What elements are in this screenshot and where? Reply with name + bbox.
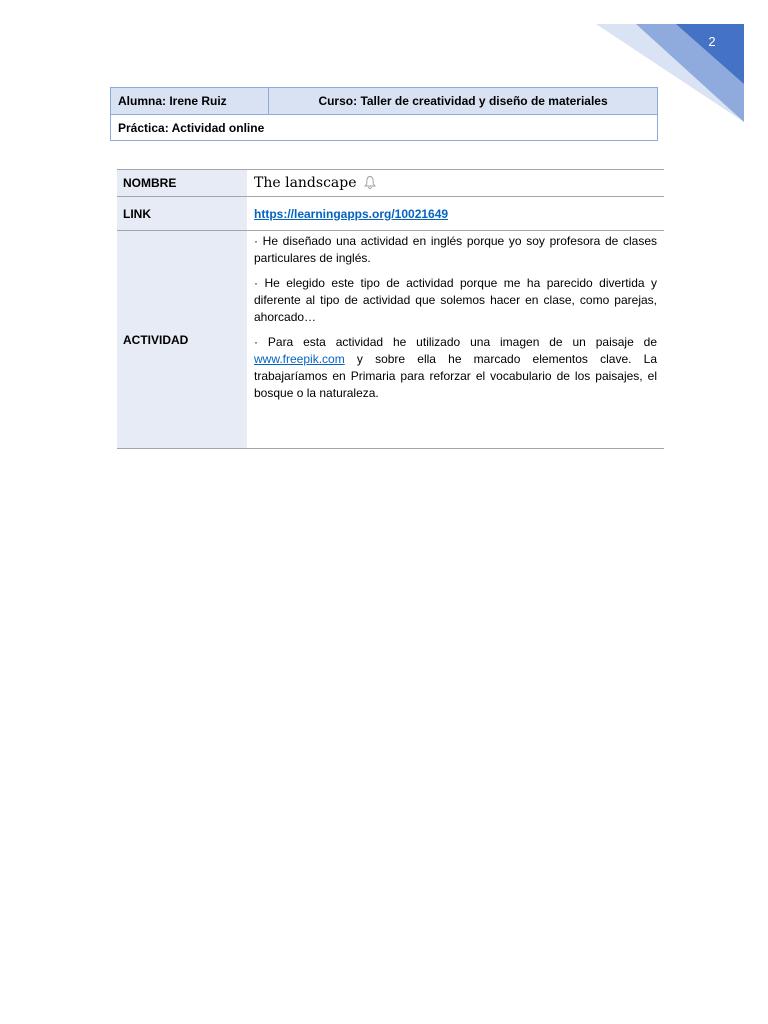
activity-paragraph-1: · He diseñado una actividad en inglés porque yo soy profesora de clases particulares de inglés. (254, 234, 657, 265)
nombre-label: NOMBRE (117, 170, 247, 197)
link-label: LINK (117, 197, 247, 231)
activity-paragraph-2: · He elegido este tipo de actividad porque me ha parecido divertida y diferente al tipo de actividad que solemos hacer en clase, como parejas, ahorcado… (254, 276, 657, 324)
learningapps-link[interactable]: https://learningapps.org/10021649 (254, 206, 449, 221)
activity-table (117, 169, 664, 449)
activity-title: The landscape (254, 175, 357, 191)
link-value-cell (247, 197, 664, 231)
activity-paragraph-3 (254, 334, 657, 402)
paragraph-3-start: · Para esta actividad he utilizado una imagen de un paisaje de (254, 335, 657, 349)
table-row-link (117, 197, 664, 231)
actividad-label: ACTIVIDAD (117, 231, 247, 449)
paragraph-3-end: y sobre ella he marcado elementos clave. La trabajaríamos en Primaria para reforzar el vocabulario de los paisajes, el bosque o la naturaleza. (254, 352, 657, 400)
student-name: Alumna: Irene Ruiz (111, 88, 269, 115)
freepik-link[interactable]: www.freepik.com (254, 352, 345, 366)
nombre-value-cell (247, 170, 664, 197)
table-row-actividad (117, 231, 664, 449)
practice-name: Práctica: Actividad online (111, 115, 658, 141)
header-table (110, 87, 658, 141)
page-number: 2 (708, 34, 716, 49)
actividad-description (247, 231, 664, 449)
bell-icon (364, 175, 376, 189)
course-name: Curso: Taller de creatividad y diseño de materiales (269, 88, 658, 115)
table-row-nombre (117, 170, 664, 197)
